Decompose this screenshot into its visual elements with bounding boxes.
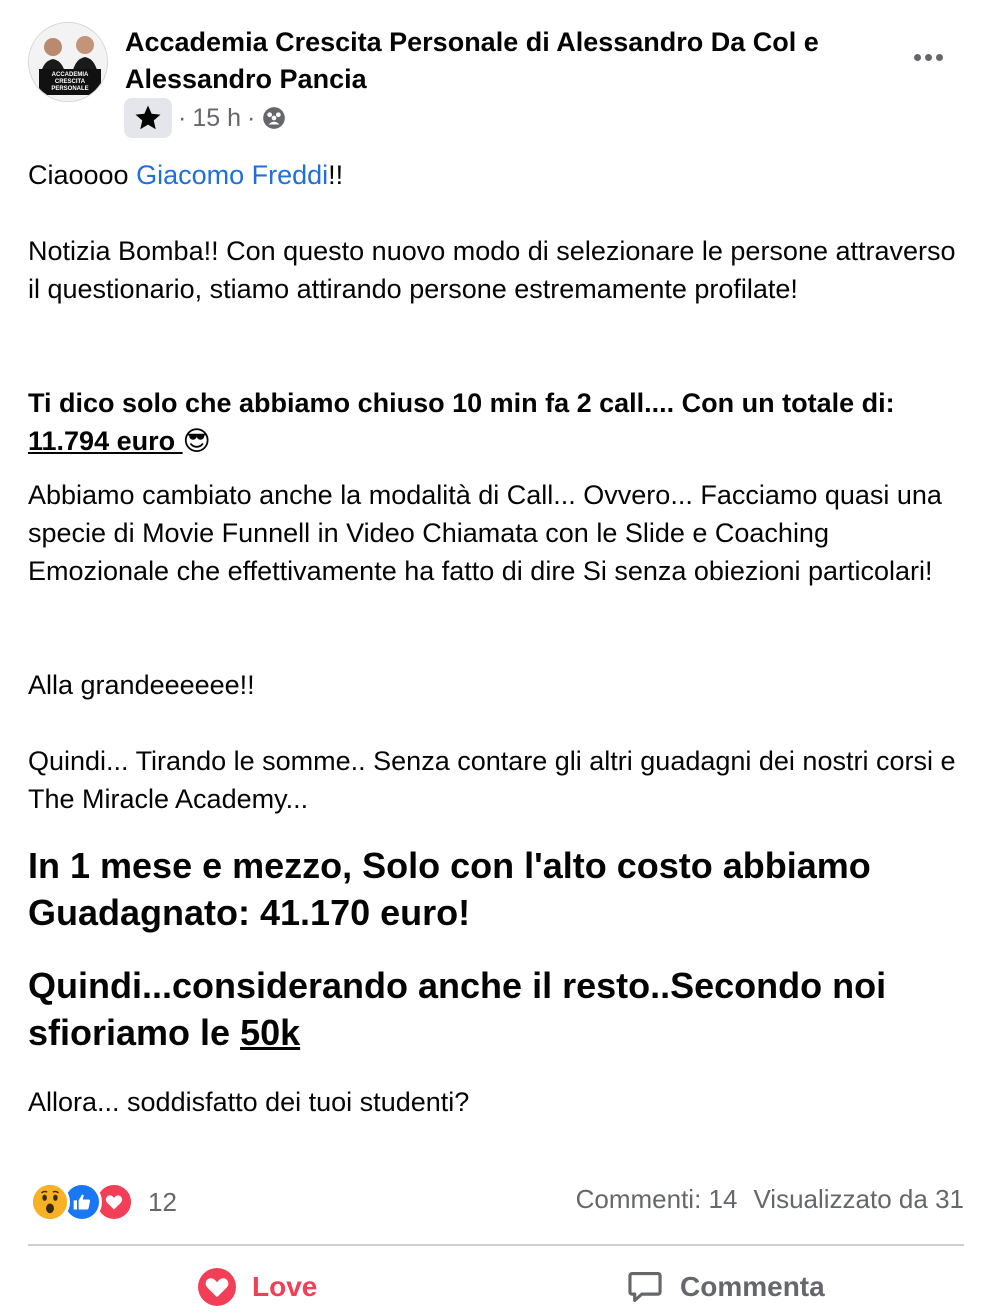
post-paragraph: Allora... soddisfatto dei tuoi studenti? [28, 1087, 470, 1117]
post-heading [28, 962, 958, 1056]
heading-text: Quindi...considerando anche il resto..Secondo noi sfioriamo le [28, 965, 887, 1053]
comment-bubble-icon [626, 1268, 664, 1306]
comment-label: Commenta [680, 1271, 825, 1302]
bold-text: Ti dico solo che abbiamo chiuso 10 min fa 2 call.... Con un totale di: [28, 388, 895, 418]
more-dots-icon [925, 54, 932, 61]
avatar-image [29, 23, 108, 102]
greeting-text: Ciaoooo [28, 160, 137, 190]
wow-icon [30, 1182, 70, 1222]
footer-divider [28, 1244, 964, 1246]
heading-underlined: 50k [240, 1012, 301, 1053]
greeting-end: !! [328, 160, 344, 190]
amount-text: 11.794 euro [28, 426, 183, 456]
page-avatar[interactable] [28, 22, 108, 102]
post-stats [576, 1184, 964, 1215]
love-reaction-icon [198, 1268, 236, 1306]
star-icon [133, 103, 163, 133]
post-paragraph: Notizia Bomba!! Con questo nuovo modo di selezionare le persone attraverso il questionario, stiamo attirando persone estremamente profilate! [28, 236, 956, 304]
avatar-logo-text: ACCADEMIA [51, 72, 89, 78]
more-options-button[interactable] [906, 40, 950, 74]
avatar-logo-text: CRESCITA [54, 79, 86, 85]
more-dots-icon [936, 54, 943, 61]
comments-count-link[interactable]: Commenti: 14 [575, 1184, 738, 1214]
love-button[interactable] [198, 1264, 317, 1310]
views-count-link[interactable]: Visualizzato da 31 [753, 1184, 964, 1214]
post-time[interactable]: 15 h [192, 103, 241, 132]
avatar-logo-text: PERSONALE [51, 86, 89, 92]
mention-link[interactable]: Giacomo Freddi [136, 160, 329, 190]
love-label: Love [252, 1271, 318, 1302]
reactions-count: 12 [148, 1186, 177, 1217]
post-meta [124, 98, 287, 138]
post-paragraph: Quindi... Tirando le somme.. Senza contare gli altri guadagni dei nostri corsi e The Miracle Academy... [28, 746, 956, 814]
admin-badge[interactable] [124, 98, 172, 138]
meta-separator: · [178, 103, 187, 132]
reactions-summary[interactable] [30, 1182, 177, 1222]
post-paragraph: Alla grandeeeeee!! [28, 670, 255, 700]
group-icon[interactable] [261, 105, 287, 131]
post-paragraph: Abbiamo cambiato anche la modalità di Call... Ovvero... Facciamo quasi una specie di Movie Funnell in Video Chiamata con le Slide e Coaching Emozionale che effettivamente ha fatto di dire Si senza obiezioni particolari! [28, 480, 942, 586]
meta-separator: · [247, 103, 256, 132]
post-paragraph-bold [28, 384, 958, 460]
post-heading: In 1 mese e mezzo, Solo con l'alto costo abbiamo Guadagnato: 41.170 euro! [28, 845, 871, 933]
sunglasses-emoji-icon: 😎 [182, 426, 211, 456]
comment-button[interactable] [626, 1264, 825, 1310]
more-dots-icon [914, 54, 921, 61]
post-greeting [28, 156, 958, 194]
author-name[interactable]: Accademia Crescita Personale di Alessandro Da Col e Alessandro Pancia [125, 27, 819, 94]
